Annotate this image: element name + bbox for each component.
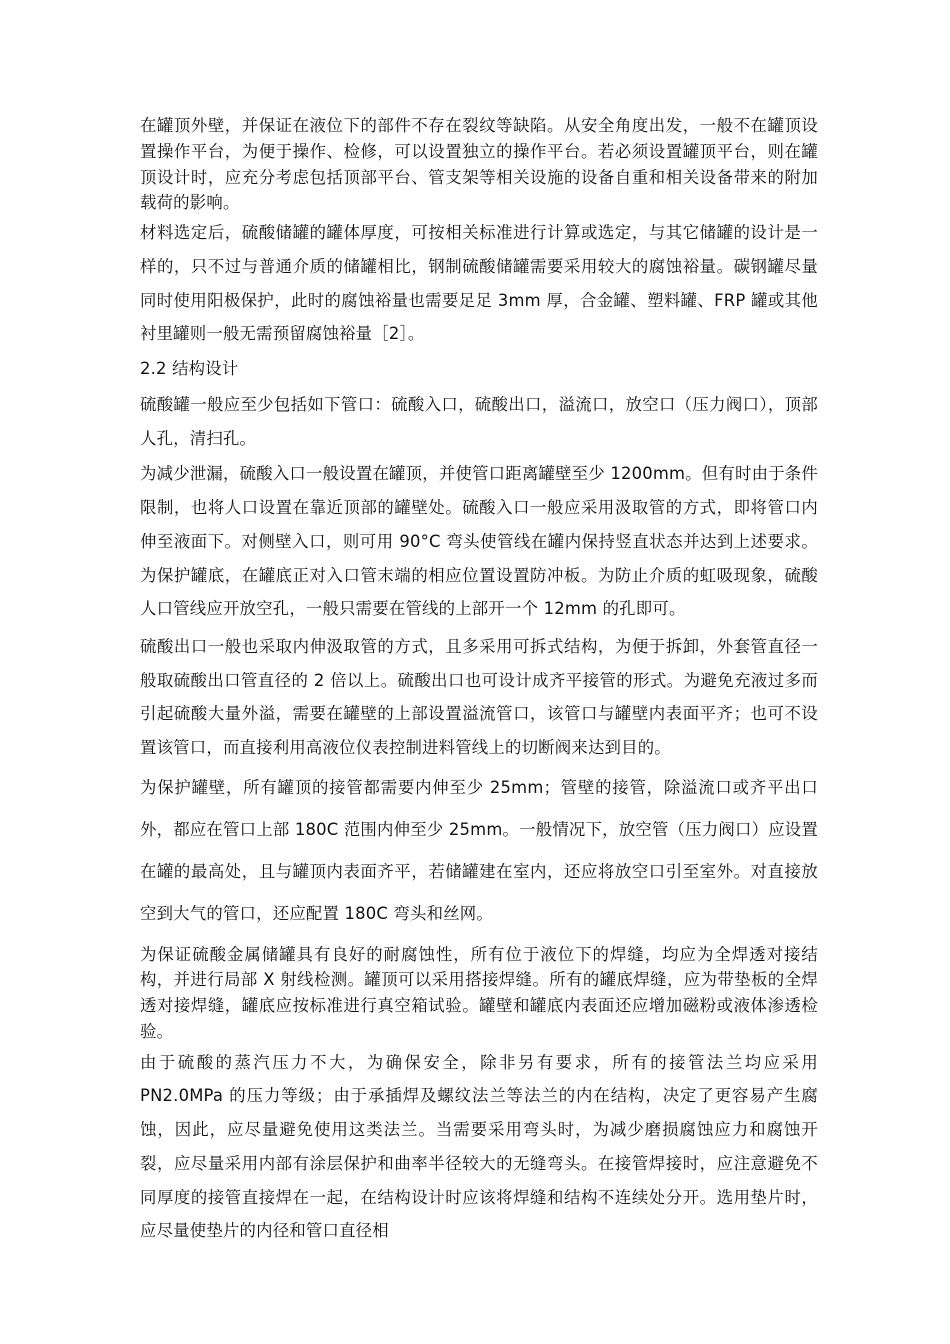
paragraph-nozzle-list: 硫酸罐一般应至少包括如下管口：硫酸入口，硫酸出口，溢流口，放空口（压力阀口），顶部人孔，清扫孔。: [140, 395, 818, 448]
paragraph-welds: 为保证硫酸金属储罐具有良好的耐腐蚀性，所有位于液位下的焊缝，均应为全焊透对接结构，并进行局部 X 射线检测。罐顶可以采用搭接焊缝。所有的罐底焊缝，应为带垫板的全焊透对接焊缝，罐底应按标准进行真空箱试验。罐壁和罐底内表面还应增加磁粉或液体渗透检验。: [140, 944, 818, 1041]
paragraph-acid-inlet: 为减少泄漏，硫酸入口一般设置在罐顶，并使管口距离罐壁至少 1200mm。但有时由于条件限制，也将人口设置在靠近顶部的罐壁处。硫酸入口一般应采用汲取管的方式，即将管口内伸至液面下。对侧壁入口，则可用 90°C 弯头使管线在罐内保持竖直状态并达到上述要求。为保护罐底，在罐底正对入口管末端的相应位置设置防冲板。为防止介质的虹吸现象，硫酸人口管线应开放空孔，一般只需要在管线的上部开一个 12mm 的孔即可。: [140, 464, 818, 619]
section-heading: 2.2 结构设计: [140, 359, 239, 378]
paragraph-corrosion-allowance: 材料选定后，硫酸储罐的罐体厚度，可按相关标准进行计算或选定，与其它储罐的设计是一样的，只不过与普通介质的储罐相比，钢制硫酸储罐需要采用较大的腐蚀裕量。碳钢罐尽量同时使用阳极保护，此时的腐蚀裕量也需要足足 3mm 厚，合金罐、塑料罐、FRP 罐或其他衬里罐则一般无需预留腐蚀裕量［2］。: [140, 223, 818, 344]
paragraph-roof-platform: 在罐顶外壁，并保证在液位下的部件不存在裂纹等缺陷。从安全角度出发，一般不在罐顶设置操作平台，为便于操作、检修，可以设置独立的操作平台。若必须设置罐顶平台，则在罐顶设计时，应充分考虑包括顶部平台、管支架等相关设施的设备自重和相关设备带来的附加载荷的影响。: [140, 116, 818, 213]
paragraph-acid-outlet: 硫酸出口一般也采取内伸汲取管的方式，且多采用可拆式结构，为便于拆卸，外套管直径一般取硫酸出口管直径的 2 倍以上。硫酸出口也可设计成齐平接管的形式。为避免充液过多而引起硫酸大量外溢，需要在罐壁的上部设置溢流管口，该管口与罐壁内表面平齐；也可不设置该管口，而直接利用高液位仪表控制进料管线上的切断阀来达到目的。: [140, 636, 818, 758]
paragraph-flanges: 由于硫酸的蒸汽压力不大，为确保安全，除非另有要求，所有的接管法兰均应采用 PN2.0MPa 的压力等级；由于承插焊及螺纹法兰等法兰的内在结构，决定了更容易产生腐蚀，因此，应尽量避免使用这类法兰。当需要采用弯头时，为减少磨损腐蚀应力和腐蚀开裂，应尽量采用内部有涂层保护和曲率半径较大的无缝弯头。在接管焊接时，应注意避免不同厚度的接管直接焊在一起，在结构设计时应该将焊缝和结构不连续处分开。选用垫片时，应尽量使垫片的内径和管口直径相: [140, 1052, 818, 1241]
paragraph-roof-nozzles: 为保护罐壁，所有罐顶的接管都需要内伸至少 25mm；管壁的接管，除溢流口或齐平出口外，都应在管口上部 180C 范围内伸至少 25mm。一般情况下，放空管（压力阀口）应设置在罐的最高处，且与罐顶内表面齐平，若储罐建在室内，还应将放空口引至室外。对直接放空到大气的管口，还应配置 180C 弯头和丝网。: [140, 777, 818, 924]
